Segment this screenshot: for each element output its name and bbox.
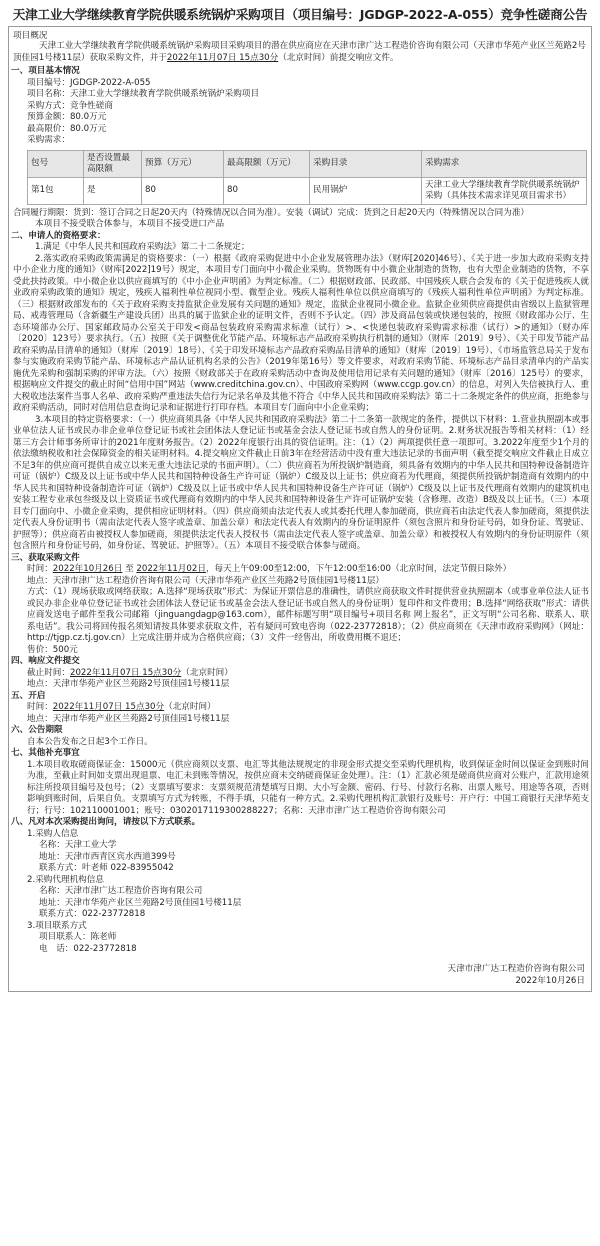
section-2-heading: 二、申请人的资格要求： [11, 230, 106, 241]
opening-place: 地点：天津市华苑产业区兰苑路2号顶佳园1号楼11层 [27, 713, 230, 724]
qualification-2: 2.落实政府采购政策需满足的资格要求：（一）根据《政府采购促进中小企业发展管理办法》（财库[2020]46号）、《关于进一步加大政府采购支持中小企业力度的通知》（财库[2022]19号）规定，本项目专门面向中小微企业采购。货物既有中小微企业制造的货物，也有大型企业制造的货物，不享受此扶持政策。中小微企业以供应商填写的《中小企业声明函》为判定标准。（二）根据财政部、民政部、中国残疾人联合会发布的《关于促进残疾人就业政府采购政策的通知》规定，残疾人福利性单位视同小型、微型企业。残疾人福利性单位以供应商填写的《残疾人福利性单位声明函》为判定标准。（三）根据财政部发布的《关于政府采购支持监狱企业发展有关问题的通知》规定，监狱企业视同小微企业。监狱企业须供应商提供由省级以上监狱管理局、戒毒管理局（含新疆生产建设兵团）出具的属于监狱企业的证明文件，否则不予认定。（四）涉及商品包装或快递包装的，按照《财政部办公厅、生态环境部办公厅、国家邮政局办公室关于印发<商品包装政府采购需求标准（试行）>、<快递包装政府采购需求标准（试行）>的通知》（财办库〔2020〕123号）要求执行。（五）按照《关于调整优化节能产品、环境标志产品政府采购执行机制的通知》（财库〔2019〕9号）、《关于印发节能产品政府采购品目清单的通知》（财库〔2019〕18号）、《关于印发环境标志产品政府采购品目清单的通知》（财库〔2019〕19号）、《市场监管总局关于发布参与实施政府采购节能产品、环境标志产品认证机构名录的公告》（2019年第16号）等文件要求，对政府采购节能、环境标志产品目录清单内的产品实施优先采购和强制采购的评审方法。（六）按照《财政部关于在政府采购活动中查询及使用信用记录有关问题的通知》（财库〔2016〕125号）的要求，根据响应文件提交的截止时间“信用中国”网站（www.creditchina.gov.cn）、中国政府采购网（www.ccgp.gov.cn）的信息，对列入失信被执行人、重大税收违法案件当事人名单、政府采购严重违法失信行为记录名单及其他不符合《中华人民共和国政府采购法》第二十二条规定条件的供应商，拒绝参与政府采购活动，同时对信用信息查询记录和证据进行打印存档。本项目专门面向中小企业采购； [13, 253, 589, 413]
obtain-time [9, 564, 591, 576]
max-price: 最高限价：80.0万元 [27, 123, 107, 134]
submission-deadline-value: 2022年11月07日 15点30分 [69, 667, 182, 678]
agency-info-title: 2.采购代理机构信息 [27, 874, 104, 885]
overview-text-1: 天津工业大学继续教育学院供暖系统锅炉采购项目采购项目的潜在供应商应在天津市津广达工程造价咨询有限公司（天津市华苑产业区兰苑路2号顶佳园1号楼11层）获取采购文件，并于 [13, 41, 586, 63]
section-1-heading: 一、项目基本情况 [11, 66, 80, 76]
obtain-end: 2022年11月02日 [136, 564, 206, 574]
project-contact-person: 项目联系人：陈老师 [39, 932, 117, 942]
obtain-place: 地点：天津市津广达工程造价咨询有限公司（天津市华苑产业区兰苑路2号顶佳园1号楼11层） [27, 575, 385, 586]
project-code: 项目编号：JGDGP-2022-A-055 [27, 77, 151, 88]
budget-table-header [28, 150, 587, 177]
notice-period: 自本公告发布之日起3个工作日。 [27, 736, 153, 747]
project-contact-title: 3.项目联系方式 [27, 920, 87, 931]
purchaser-contact: 联系方式：叶老师 022-83955042 [39, 863, 174, 873]
cell-package: 第1包 [28, 177, 84, 204]
submission-deadline-label: 截止时间： [27, 667, 70, 678]
opening-time-suffix: （北京时间） [164, 702, 216, 712]
project-contact-phone: 电 话：022-23772818 [39, 943, 137, 954]
qualification-1: 1.满足《中华人民共和国政府采购法》第二十二条规定； [35, 242, 250, 252]
submission-deadline [9, 668, 591, 680]
page-title: 天津工业大学继续教育学院供暖系统锅炉采购项目（项目编号：JGDGP-2022-A-055）竞争性磋商公告 [12, 7, 588, 22]
opening-time [9, 702, 591, 714]
agency-contact: 联系方式：022-23772818 [39, 909, 146, 919]
overview-deadline: 2022年11月07日 15点30分 [166, 52, 279, 63]
obtain-start: 2022年10月26日 [52, 564, 123, 574]
header-budget: 预算（万元） [142, 150, 224, 177]
agency-address: 地址：天津市华苑产业区兰苑路2号顶佳园1号楼11层 [39, 897, 242, 908]
obtain-time-label: 时间： [27, 564, 53, 574]
budget-amount: 预算金额：80.0万元 [27, 112, 107, 122]
overview-text-2: （北京时间）前提交响应文件。 [278, 52, 399, 63]
budget-table [27, 150, 587, 205]
section-8-heading: 八、凡对本次采购提出询问，请按以下方式联系。 [11, 817, 201, 827]
section-4-heading: 四、响应文件提交 [11, 656, 80, 666]
cell-has-limit: 是 [84, 177, 142, 204]
obtain-hours: ，每天上午09:00至12:00，下午12:00至16:00（北京时间，法定节假日除外） [205, 564, 512, 574]
obtain-method: 方式：（1）现场获取或网络获取；A.选择“现场获取”形式：为保证开票信息的准确性，请供应商获取文件时提供营业执照副本（或事业单位法人证书或民办非企业单位登记证书或社会团体法人登记证书或基金会法人登记证书或自然人的身份证明）复印件和文件费用；B.选择“网络获取”形式：请供应商发送电子邮件至我公司邮箱（jinguangdagp@163.com），邮件标题写明“项目编号+项目名称 网上报名”，正文写明“公司名称、联系人、联系电话”。我公司将回传报名须知请按具体要求获取文件，若有疑问可致电咨询（022-23772818）；（2）供应商须在《天津市政府采购网》（网址：http://tjgp.cz.tj.gov.cn）上完成注册并成为合格供应商；（3）文件一经售出，所收费用概不退还； [27, 587, 589, 643]
header-has-limit: 是否设置最高限额 [84, 150, 142, 177]
section-3-heading: 三、获取采购文件 [11, 552, 80, 563]
cell-catalog: 民用锅炉 [310, 177, 422, 204]
section-5-heading: 五、开启 [11, 690, 46, 701]
announcement-body [9, 66, 591, 991]
purchaser-info-title: 1.采购人信息 [27, 828, 79, 839]
signature-org: 天津市津广达工程造价咨询有限公司 [447, 964, 585, 974]
header-requirement: 采购需求 [422, 150, 587, 177]
section-6-heading: 六、公告期限 [11, 725, 63, 735]
obtain-to: 至 [125, 564, 134, 574]
table-row [28, 177, 587, 204]
agency-name: 名称：天津市津广达工程造价咨询有限公司 [39, 886, 203, 896]
opening-time-value: 2022年11月07日 15点30分 [52, 702, 165, 712]
cell-budget: 80 [142, 177, 224, 204]
requirements-label: 采购需求： [27, 135, 70, 145]
procurement-method: 采购方式：竞争性磋商 [27, 100, 113, 111]
header-catalog: 采购目录 [310, 150, 422, 177]
overview-text [9, 41, 591, 66]
header-package: 包号 [28, 150, 84, 177]
consortium-note: 本项目不接受联合体参与，本项目不接受进口产品 [35, 219, 225, 229]
submission-place: 地点：天津市华苑产业区兰苑路2号顶佳园1号楼11层 [27, 679, 230, 689]
contract-period: 合同履行期限：货到：签订合同之日起20天内（特殊情况以合同为准）。安装（调试）完成：货到之日起20天内（特殊情况以合同为准） [13, 207, 530, 218]
purchaser-address: 地址：天津市西青区宾水西道399号 [39, 851, 176, 862]
document-price: 售价：500元 [27, 644, 78, 655]
opening-time-label: 时间： [27, 702, 53, 712]
cell-limit: 80 [224, 177, 310, 204]
signature-date: 2022年10月26日 [515, 976, 585, 986]
supplementary-info: 1.本项目收取磋商保证金：15000元（供应商须以支票、电汇等其他法规规定的非现金形式提交至采购代理机构，收到保证金时间以保证金到账时间为准，至截止时间如支票出现退票、电汇未到账等情况，按供应商未交纳磋商保证金处理）。注：（1）汇款必须是磋商供应商对公账户，汇款用途须标注所投项目编号及包号；（2）支票填写要求：支票须规范清楚填写日期、大小写金额、密码、行号、付款行名称、出票人账号、用途等各项，否则影响到账时间，后果自负。支票填写方式为转账，不得手填，只能有一种方式。2.采购代理机构汇款银行及账号：开户行：中国工商银行天津华苑支行；行号：102110001001；账号：0302017119300288227；名称：天津市津广达工程造价咨询有限公司 [27, 759, 589, 816]
section-7-heading: 七、其他补充事宜 [11, 748, 80, 758]
qualification-3: 3.本项目的特定资格要求：（一）供应商须具备《中华人民共和国政府采购法》第二十二条第一款规定的条件，提供以下材料：1.营业执照副本或事业单位法人证书或民办非企业单位登记证书或社会团体法人登记证书或基金会法人登记证书或自然人的身份证明。2.财务状况报告等相关材料：（1）经第三方会计师事务所审计的2021年度财务报告。（2）2022年度银行出具的资信证明。注：（1）（2）两项提供任意一项即可。3.2022年度至少1个月的依法缴纳税收和社会保障资金的相关证明材料。4.提交响应文件截止日前3年在经营活动中没有重大违法记录的书面声明（截至提交响应文件截止日成立不足3年的供应商可提供自成立以来无重大违法记录的书面声明）。（二）供应商若为所投锅炉制造商，须具备有效期内的中华人民共和国特种设备制造许可证（锅炉）C级及以上证书或中华人民共和国特种设备生产许可证（锅炉）C级及以上证书；供应商若为代理商，须提供所投锅炉制造商有效期内的中华人民共和国特种设备制造许可证（锅炉）C级及以上证书或中华人民共和国特种设备生产许可证（锅炉）C级及以上证书及代理商有效期内的建筑机电安装工程专业承包叁级及以上资质证书或代理商有效期内的中华人民共和国特种设备生产许可证锅炉安装（含修理、改造）B级及以上证书。（三）本项目专门面向中、小微企业采购，提供相应证明材料。（四）供应商须由法定代表人或其委托代理人参加磋商，供应商若由法定代表人参加磋商，须提供法定代表人身份证明书（需由法定代表人签字或盖章、加盖公章）和法定代表人有效期内的身份证明原件（须包含照片和身份证号码，如身份证、驾驶证、护照等）；供应商若由被授权人参加磋商，须提供法定代表人授权书（需由法定代表人签字或盖章、加盖公章）和被授权人有效期内的身份证明原件（须包含照片和身份证号码，如身份证、驾驶证、护照等）。（五）本项目不接受联合体参与磋商。 [13, 414, 589, 551]
submission-deadline-suffix: （北京时间） [181, 667, 233, 678]
cell-requirement: 天津工业大学继续教育学院供暖系统锅炉采购（具体技术需求详见项目需求书） [422, 177, 587, 204]
purchaser-name: 名称：天津工业大学 [39, 840, 117, 850]
overview-label: 项目概况 [13, 31, 48, 41]
project-name: 项目名称：天津工业大学继续教育学院供暖系统锅炉采购项目 [27, 89, 260, 99]
header-limit: 最高限额（万元） [224, 150, 310, 177]
announcement-box [8, 26, 592, 992]
